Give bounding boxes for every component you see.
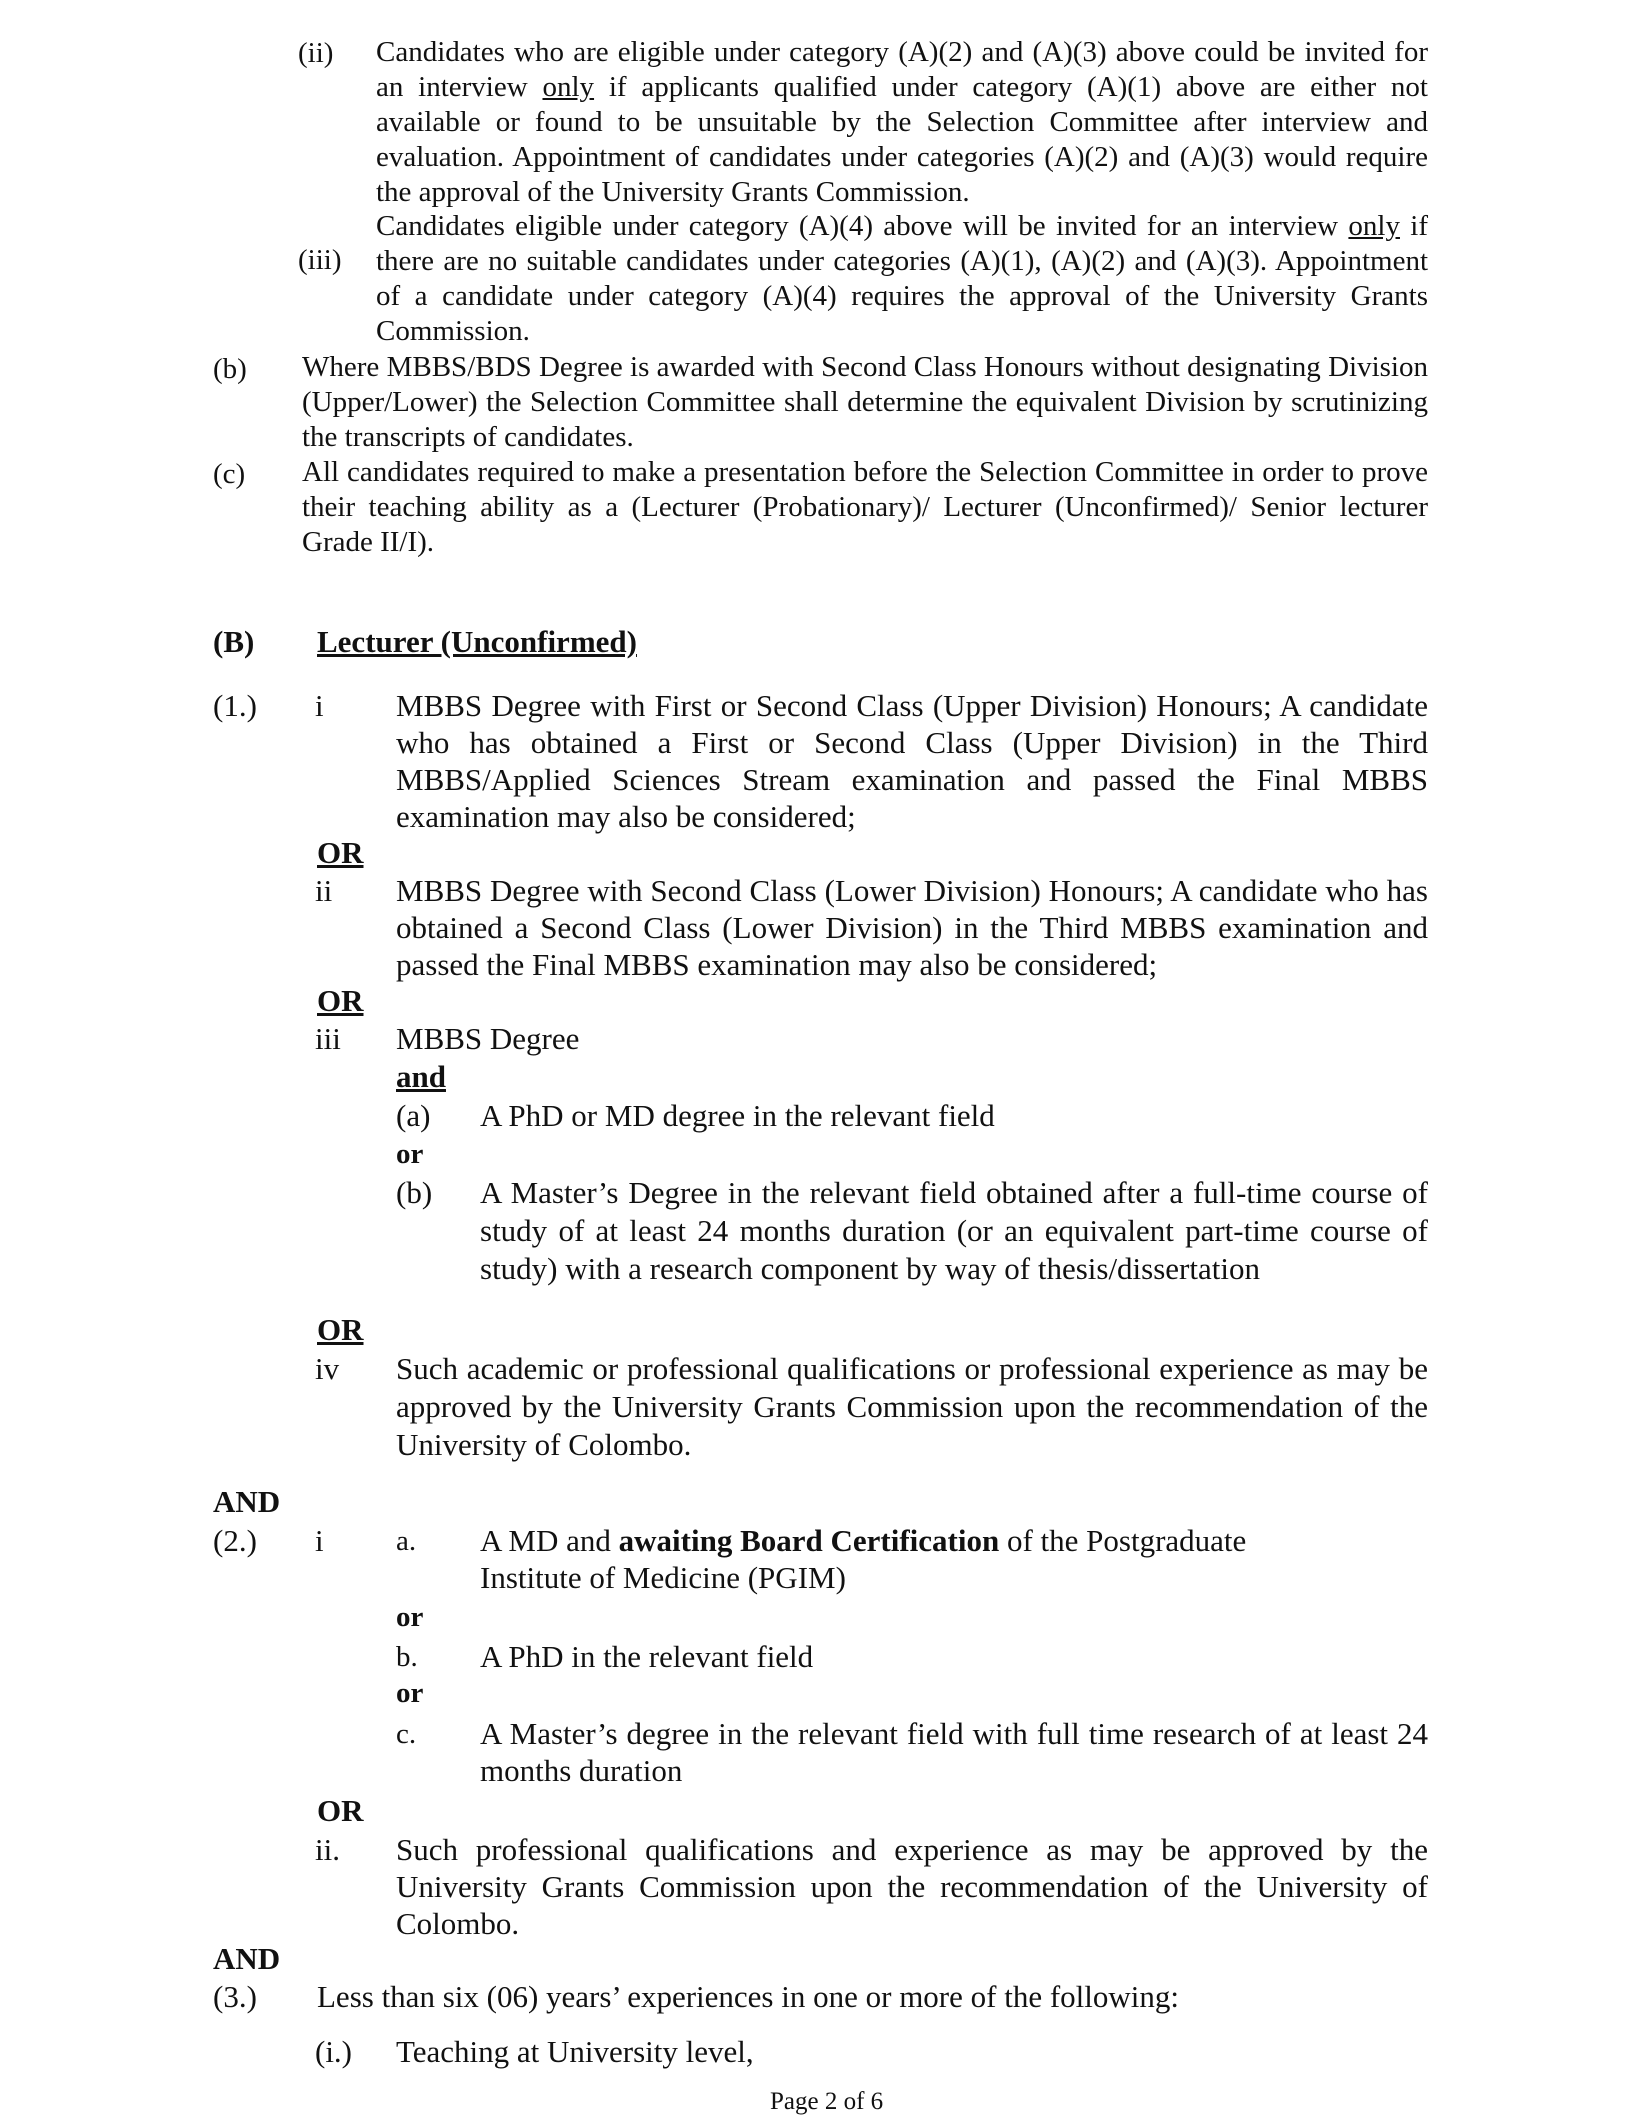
q1-a-text: A PhD or MD degree in the relevant field bbox=[480, 1098, 995, 1133]
item-iii-text: Candidates eligible under category (A)(4) above will be invited for an interview only if there are no suitable candidates under categories (A)(1), (A)(2) and (A)(3). Appointment of a candidate under category (A)(4) requires the approval of the University Grants Commission. bbox=[376, 210, 1429, 347]
q1-a-label: (a) bbox=[396, 1098, 431, 1133]
q3-i-text: Teaching at University level, bbox=[396, 2034, 754, 2069]
q2-or-1: or bbox=[396, 1601, 424, 1633]
item-c-label: (c) bbox=[213, 458, 246, 490]
q2-or-big: OR bbox=[317, 1793, 364, 1828]
q2-label: (2.) bbox=[213, 1523, 257, 1558]
item-ii-label: (ii) bbox=[298, 37, 334, 69]
q2-a-label: a. bbox=[396, 1525, 417, 1557]
q2-i-label: i bbox=[315, 1523, 324, 1558]
q1-b-text: A Master’s Degree in the relevant field obtained after a full-time course of study of at least 24 months duration (or an equivalent part-time course of study) with a research component by way of thesis/dissertation bbox=[480, 1175, 1428, 1286]
q1-and: and bbox=[396, 1059, 446, 1094]
q1-or-2: OR bbox=[317, 983, 364, 1018]
item-b-label: (b) bbox=[213, 353, 247, 385]
q2-a-line1: A MD and awaiting Board Certification of the Postgraduate bbox=[480, 1523, 1247, 1558]
page-number: Page 2 of 6 bbox=[770, 2088, 884, 2115]
q2-a-line2: Institute of Medicine (PGIM) bbox=[480, 1560, 846, 1595]
q2-ii-text: Such professional qualifications and experience as may be approved by the University Grants Commission upon the recommendation of the University of Colombo. bbox=[396, 1832, 1428, 1941]
q2-and: AND bbox=[213, 1484, 281, 1519]
q1-or-3: OR bbox=[317, 1312, 364, 1347]
q1-iv-text: Such academic or professional qualifications or professional experience as may be approved by the University Grants Commission upon the recommendation of the University of Colombo. bbox=[396, 1351, 1428, 1462]
q1-i-label: i bbox=[315, 688, 324, 723]
q1-or-1: OR bbox=[317, 835, 364, 870]
q1-iii-label: iii bbox=[315, 1021, 341, 1056]
section-b-label: (B) bbox=[213, 624, 255, 659]
emphasis-board-certification: awaiting Board Certification bbox=[618, 1523, 1000, 1558]
q1-iii-text: MBBS Degree bbox=[396, 1021, 580, 1056]
emphasis-only: only bbox=[542, 71, 595, 103]
q1-label: (1.) bbox=[213, 688, 257, 723]
q1-iv-label: iv bbox=[315, 1351, 340, 1386]
section-b-title: Lecturer (Unconfirmed) bbox=[317, 624, 637, 659]
q3-text: Less than six (06) years’ experiences in one or more of the following: bbox=[317, 1979, 1179, 2014]
q1-b-label: (b) bbox=[396, 1175, 433, 1210]
item-iii-label: (iii) bbox=[298, 244, 342, 276]
q2-b-label: b. bbox=[396, 1641, 418, 1673]
item-ii-text: Candidates who are eligible under category (A)(2) and (A)(3) above could be invited for an interview only if applicants qualified under category (A)(1) above are either not available or found to be unsuitable by the Selection Committee after interview and evaluation. Appointment of candidates under categories (A)(2) and (A)(3) would require the approval of the University Grants Commission. bbox=[376, 36, 1428, 208]
q2-c-text: A Master’s degree in the relevant field with full time research of at least 24 months duration bbox=[480, 1716, 1428, 1788]
q2-c-label: c. bbox=[396, 1718, 417, 1750]
q1-ii-text: MBBS Degree with Second Class (Lower Division) Honours; A candidate who has obtained a Second Class (Lower Division) in the Third MBBS examination and passed the Final MBBS examination may also be considered; bbox=[396, 873, 1428, 982]
item-c-text: All candidates required to make a presentation before the Selection Committee in order to prove their teaching ability as a (Lecturer (Probationary)/ Lecturer (Unconfirmed)/ Senior lecturer Grade II/I). bbox=[302, 456, 1428, 558]
item-b-text: Where MBBS/BDS Degree is awarded with Second Class Honours without designating Division (Upper/Lower) the Selection Committee shall determine the equivalent Division by scrutinizing the transcripts of candidates. bbox=[302, 351, 1428, 453]
q1-ii-label: ii bbox=[315, 873, 333, 908]
q1-or-small: or bbox=[396, 1138, 424, 1170]
q3-label: (3.) bbox=[213, 1979, 257, 2014]
q3-i-label: (i.) bbox=[315, 2034, 353, 2069]
q1-i-text: MBBS Degree with First or Second Class (Upper Division) Honours; A candidate who has obtained a First or Second Class (Upper Division) in the Third MBBS/Applied Sciences Stream examination and passed the Final MBBS examination may also be considered; bbox=[396, 688, 1428, 834]
q3-and: AND bbox=[213, 1941, 281, 1976]
q2-b-text: A PhD in the relevant field bbox=[480, 1639, 814, 1674]
emphasis-only: only bbox=[1348, 210, 1400, 242]
q2-ii-label: ii. bbox=[315, 1832, 340, 1867]
q2-or-2: or bbox=[396, 1677, 424, 1709]
